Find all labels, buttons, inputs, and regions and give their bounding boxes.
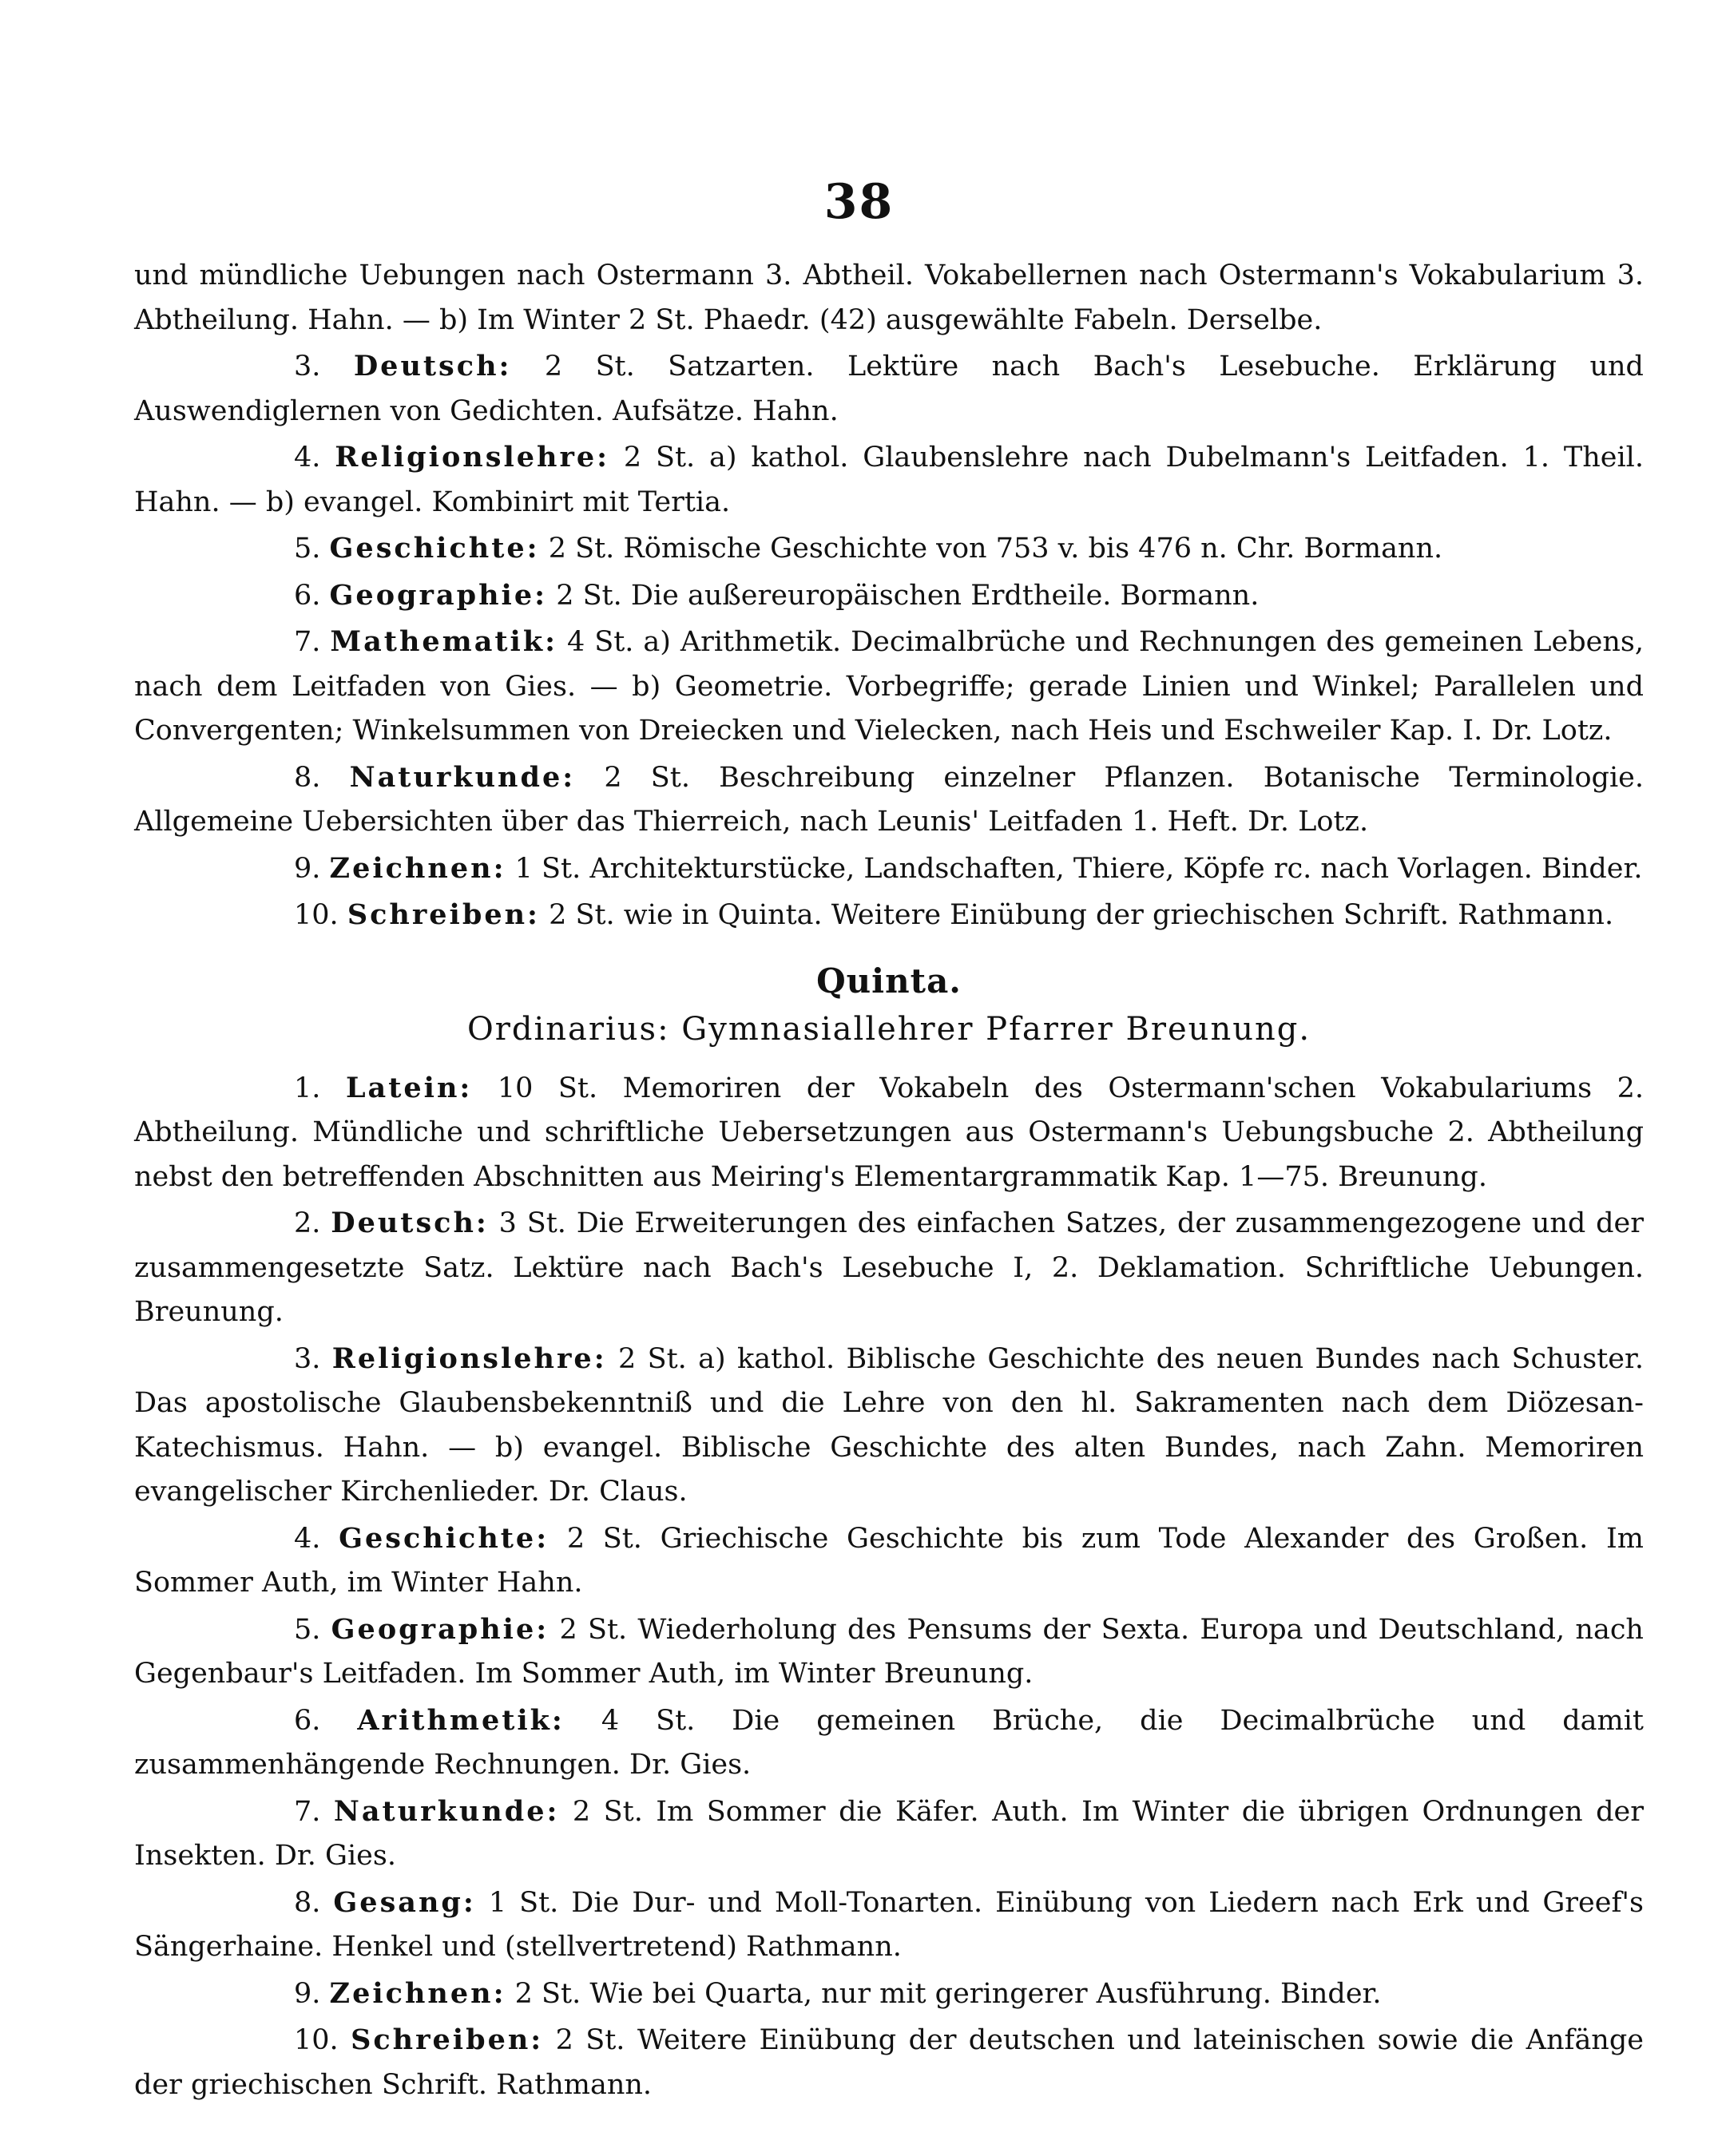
item-number: 5. — [294, 533, 321, 565]
item-number: 5. — [294, 1613, 321, 1646]
list-item — [134, 344, 1644, 434]
item-number: 1. — [294, 1072, 321, 1104]
item-subject: Latein: — [345, 1071, 473, 1104]
item-text: 4 St. a) Arithmetik. Decimalbrüche und Rechnungen des gemeinen Lebens, nach dem Leitfaden von Gies. — b) Geometrie. Vorbegriffe; gerade Linien und Winkel; Parallelen und Convergenten; Winkelsummen von Dreiecken und Vielecken, nach Heis und Eschweiler Kap. I. Dr. Lotz. — [134, 626, 1644, 747]
item-text: 2 St. a) kathol. Biblische Geschichte des neuen Bundes nach Schuster. Das apostolische Glaubensbekenntniß und die Lehre von den hl. Sakramenten nach dem Diözesan-Katechismus. Hahn. — b) evangel. Biblische Geschichte des alten Bundes, nach Zahn. Memoriren evangelischer Kirchenlieder. Dr. Claus. — [134, 1342, 1644, 1508]
item-number: 7. — [294, 626, 321, 658]
item-number: 9. — [294, 1977, 321, 2010]
item-text: 10 St. Memoriren der Vokabeln des Ostermann'schen Vokabulariums 2. Abtheilung. Mündliche und schriftliche Uebersetzungen aus Ostermann's Uebungsbuche 2. Abtheilung nebst den betreffenden Abschnitten aus Meiring's Elementargrammatik Kap. 1—75. Breunung. — [134, 1072, 1644, 1193]
item-subject: Naturkunde: — [349, 760, 576, 794]
item-text: 3 St. Die Erweiterungen des einfachen Satzes, der zusammengezogene und der zusammengesetzte Satz. Lektüre nach Bach's Lesebuche I, 2. Deklamation. Schriftliche Uebungen. Breunung. — [134, 1207, 1644, 1328]
list-item — [134, 1972, 1644, 2017]
item-text: 1 St. Die Dur- und Moll-Tonarten. Einübung von Liedern nach Erk und Greef's Sängerhaine. Henkel und (stellvertretend) Rathmann. — [134, 1886, 1644, 1963]
item-number: 6. — [294, 1704, 321, 1737]
item-number: 7. — [294, 1795, 321, 1828]
item-subject: Geschichte: — [329, 532, 540, 565]
item-number: 8. — [294, 761, 321, 794]
item-text: 2 St. Weitere Einübung der deutschen und lateinischen sowie die Anfänge der griechischen Schrift. Rathmann. — [134, 2024, 1644, 2101]
item-number: 10. — [294, 899, 339, 931]
item-text: 2 St. Wie bei Quarta, nur mit geringerer Ausführung. Binder. — [514, 1977, 1382, 2010]
list-item — [134, 1698, 1644, 1788]
page-number: 38 — [823, 174, 895, 230]
item-text: 2 St. a) kathol. Glaubenslehre nach Dubelmann's Leitfaden. 1. Theil. Hahn. — b) evangel. Kombinirt mit Tertia. — [134, 442, 1644, 518]
item-number: 4. — [294, 442, 321, 474]
item-subject: Naturkunde: — [333, 1794, 560, 1828]
item-text: 2 St. Satzarten. Lektüre nach Bach's Lesebuche. Erklärung und Auswendiglernen von Gedichten. Aufsätze. Hahn. — [134, 351, 1644, 427]
item-subject: Gesang: — [333, 1885, 476, 1919]
item-subject: Religionslehre: — [335, 441, 610, 474]
item-text: 2 St. Die außereuropäischen Erdtheile. Bormann. — [556, 579, 1260, 612]
item-number: 9. — [294, 852, 321, 885]
list-item — [134, 1607, 1644, 1697]
page-body — [134, 254, 1644, 2109]
item-text: 2 St. Im Sommer die Käfer. Auth. Im Winter die übrigen Ordnungen der Insekten. Dr. Gies. — [134, 1795, 1644, 1872]
item-number: 3. — [294, 351, 321, 382]
item-number: 4. — [294, 1522, 321, 1555]
item-text: 1 St. Architekturstücke, Landschaften, Thiere, Köpfe rc. nach Vorlagen. Binder. — [514, 852, 1643, 885]
item-subject: Zeichnen: — [329, 851, 506, 885]
continued-paragraph — [134, 254, 1644, 343]
item-number: 3. — [294, 1342, 321, 1375]
list-item — [134, 2018, 1644, 2107]
section-ordinarius: Ordinarius: Gymnasiallehrer Pfarrer Breunung. — [466, 1010, 1311, 1048]
list-item — [134, 1881, 1644, 1970]
item-text: 2 St. Beschreibung einzelner Pflanzen. Botanische Terminologie. Allgemeine Uebersichten über das Thierreich, nach Leunis' Leitfaden 1. Heft. Dr. Lotz. — [134, 761, 1644, 838]
item-subject: Geschichte: — [339, 1521, 550, 1555]
item-text: 2 St. Römische Geschichte von 753 v. bis 476 n. Chr. Bormann. — [548, 533, 1443, 565]
list-item — [134, 526, 1644, 572]
list-item — [134, 1789, 1644, 1879]
item-number: 10. — [294, 2024, 339, 2056]
item-subject: Arithmetik: — [357, 1703, 565, 1737]
item-subject: Schreiben: — [347, 898, 540, 931]
list-item — [134, 435, 1644, 525]
paragraph-text: und mündliche Uebungen nach Ostermann 3. Abtheil. Vokabellernen nach Ostermann's Vokabularium 3. Abtheilung. Hahn. — b) Im Winter 2 St. Phaedr. (42) ausgewählte Fabeln. Derselbe. — [134, 260, 1644, 336]
item-subject: Geographie: — [329, 578, 548, 612]
list-item — [134, 1337, 1644, 1515]
item-text: 2 St. Wiederholung des Pensums der Sexta. Europa und Deutschland, nach Gegenbaur's Leitfaden. Im Sommer Auth, im Winter Breunung. — [134, 1613, 1644, 1690]
section-title: Quinta. — [816, 961, 962, 1001]
item-subject: Deutsch: — [353, 350, 512, 382]
list-item — [134, 1066, 1644, 1200]
list-item — [134, 1201, 1644, 1335]
list-item — [134, 573, 1644, 619]
item-text: 4 St. Die gemeinen Brüche, die Decimalbrüche und damit zusammenhängende Rechnungen. Dr. Gies. — [134, 1704, 1644, 1781]
list-item — [134, 1516, 1644, 1606]
item-subject: Mathematik: — [330, 625, 558, 658]
item-number: 6. — [294, 579, 321, 612]
list-item — [134, 620, 1644, 754]
list-item — [134, 846, 1644, 892]
item-number: 2. — [294, 1207, 321, 1239]
item-subject: Religionslehre: — [331, 1342, 607, 1375]
item-subject: Schreiben: — [351, 2023, 544, 2056]
item-subject: Zeichnen: — [329, 1976, 506, 2010]
item-subject: Geographie: — [331, 1612, 550, 1646]
item-text: 2 St. Griechische Geschichte bis zum Tode Alexander des Großen. Im Sommer Auth, im Winter Hahn. — [134, 1522, 1644, 1599]
item-subject: Deutsch: — [331, 1207, 489, 1239]
list-item — [134, 755, 1644, 845]
item-number: 8. — [294, 1886, 321, 1919]
list-item — [134, 893, 1644, 938]
item-text: 2 St. wie in Quinta. Weitere Einübung der griechischen Schrift. Rathmann. — [549, 899, 1614, 931]
